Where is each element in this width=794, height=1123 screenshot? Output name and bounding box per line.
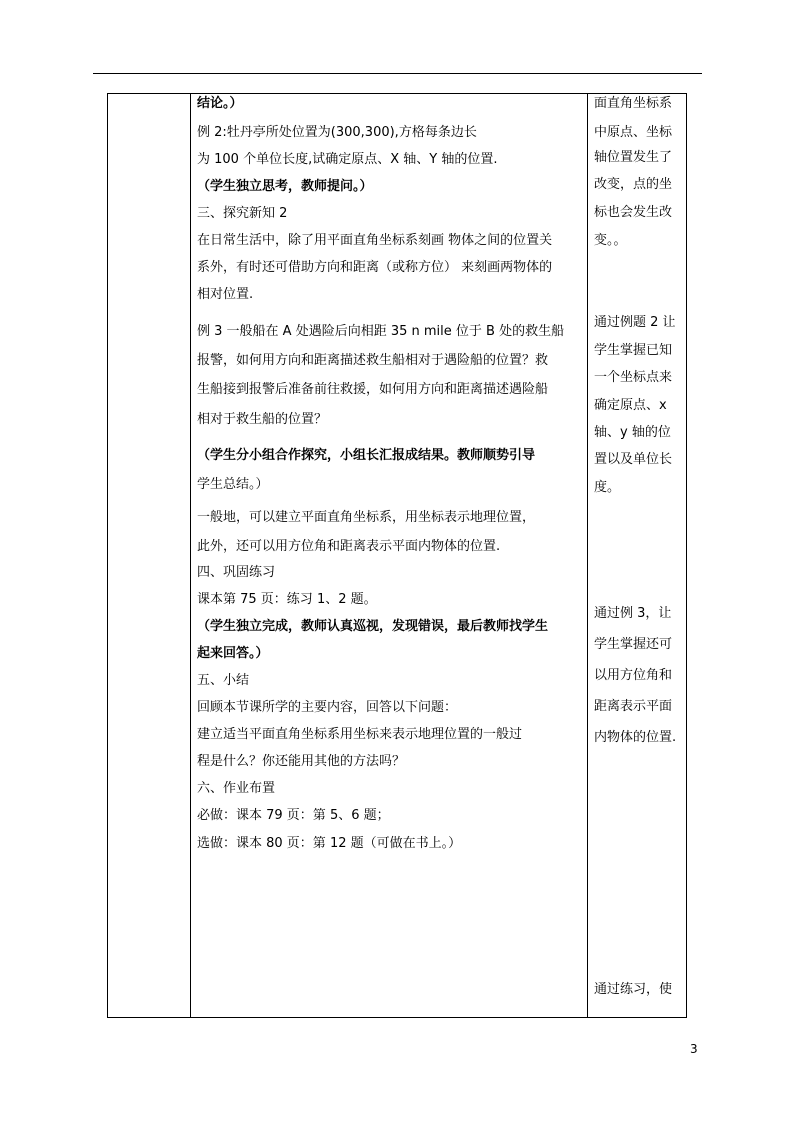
- note-line: 通过例题 2 让: [594, 315, 676, 330]
- main-line: 起来回答。）: [197, 646, 269, 661]
- main-line: 相对位置.: [197, 287, 254, 302]
- note-line: 通过例 3，让: [594, 606, 672, 621]
- main-line: 五、小结: [197, 673, 250, 688]
- note-line: 距离表示平面: [594, 699, 673, 714]
- main-line: 学生总结。）: [197, 477, 269, 492]
- note-line: 轴、y 轴的位: [594, 425, 671, 440]
- main-line: （学生分小组合作探究，小组长汇报成结果。教师顺势引导: [197, 448, 536, 463]
- main-line: 四、巩固练习: [197, 565, 276, 580]
- page-number: 3: [690, 1042, 698, 1056]
- main-line: 结论。）: [197, 96, 243, 111]
- main-line: 系外，有时还可借助方向和距离（或称方位） 来刻画两物体的: [197, 260, 553, 275]
- main-line: 建立适当平面直角坐标系用坐标来表示地理位置的一般过: [197, 727, 523, 742]
- note-line: 标也会发生改: [594, 205, 673, 220]
- note-line: 改变，点的坐: [594, 177, 673, 192]
- note-line: 一个坐标点来: [594, 370, 673, 385]
- note-line: 变。。: [594, 233, 627, 248]
- main-line: 一般地，可以建立平面直角坐标系，用坐标表示地理位置，: [197, 510, 536, 525]
- main-line: 选做：课本 80 页：第 12 题（可做在书上。）: [197, 836, 462, 851]
- note-line: 学生掌握还可: [594, 637, 673, 652]
- main-line: 六、作业布置: [197, 781, 276, 796]
- note-line: 置以及单位长: [594, 452, 673, 467]
- table-divider-right: [587, 93, 588, 1018]
- note-line: 面直角坐标系: [594, 96, 673, 111]
- note-line: 轴位置发生了: [594, 150, 673, 165]
- header-rule: [93, 73, 702, 74]
- main-line: 在日常生活中，除了用平面直角坐标系刻画 物体之间的位置关: [197, 233, 553, 248]
- main-line: 程是什么？你还能用其他的方法吗？: [197, 754, 406, 769]
- main-line: 回顾本节课所学的主要内容，回答以下问题：: [197, 700, 458, 715]
- main-line: 例 3 一般船在 A 处遇险后向相距 35 n mile 位于 B 处的救生船: [197, 324, 565, 339]
- main-line: 三、探究新知 2: [197, 206, 288, 221]
- main-line: （学生独立完成，教师认真巡视，发现错误，最后教师找学生: [197, 619, 549, 634]
- note-line: 确定原点、x: [594, 398, 667, 413]
- note-line: 学生掌握已知: [594, 343, 673, 358]
- main-line: 必做：课本 79 页：第 5、6 题；: [197, 808, 390, 823]
- main-line: 此外，还可以用方位角和距离表示平面内物体的位置.: [197, 539, 501, 554]
- main-line: 生船接到报警后准备前往救援，如何用方向和距离描述遇险船: [197, 382, 549, 397]
- table-divider-left: [190, 93, 191, 1018]
- main-line: 报警，如何用方向和距离描述救生船相对于遇险船的位置？救: [197, 353, 549, 368]
- main-line: （学生独立思考，教师提问。）: [197, 179, 373, 194]
- note-line: 内物体的位置.: [594, 730, 677, 745]
- main-line: 课本第 75 页：练习 1、2 题。: [197, 592, 377, 607]
- main-line: 为 100 个单位长度,试确定原点、X 轴、Y 轴的位置.: [197, 152, 498, 167]
- note-line: 度。: [594, 480, 621, 495]
- note-line: 以用方位角和: [594, 668, 673, 683]
- main-line: 相对于救生船的位置？: [197, 412, 328, 427]
- note-line: 中原点、坐标: [594, 125, 673, 140]
- note-line: 通过练习，使: [594, 982, 673, 997]
- main-line: 例 2:牡丹亭所处位置为(300,300),方格每条边长: [197, 125, 477, 140]
- lesson-table: [107, 93, 687, 1018]
